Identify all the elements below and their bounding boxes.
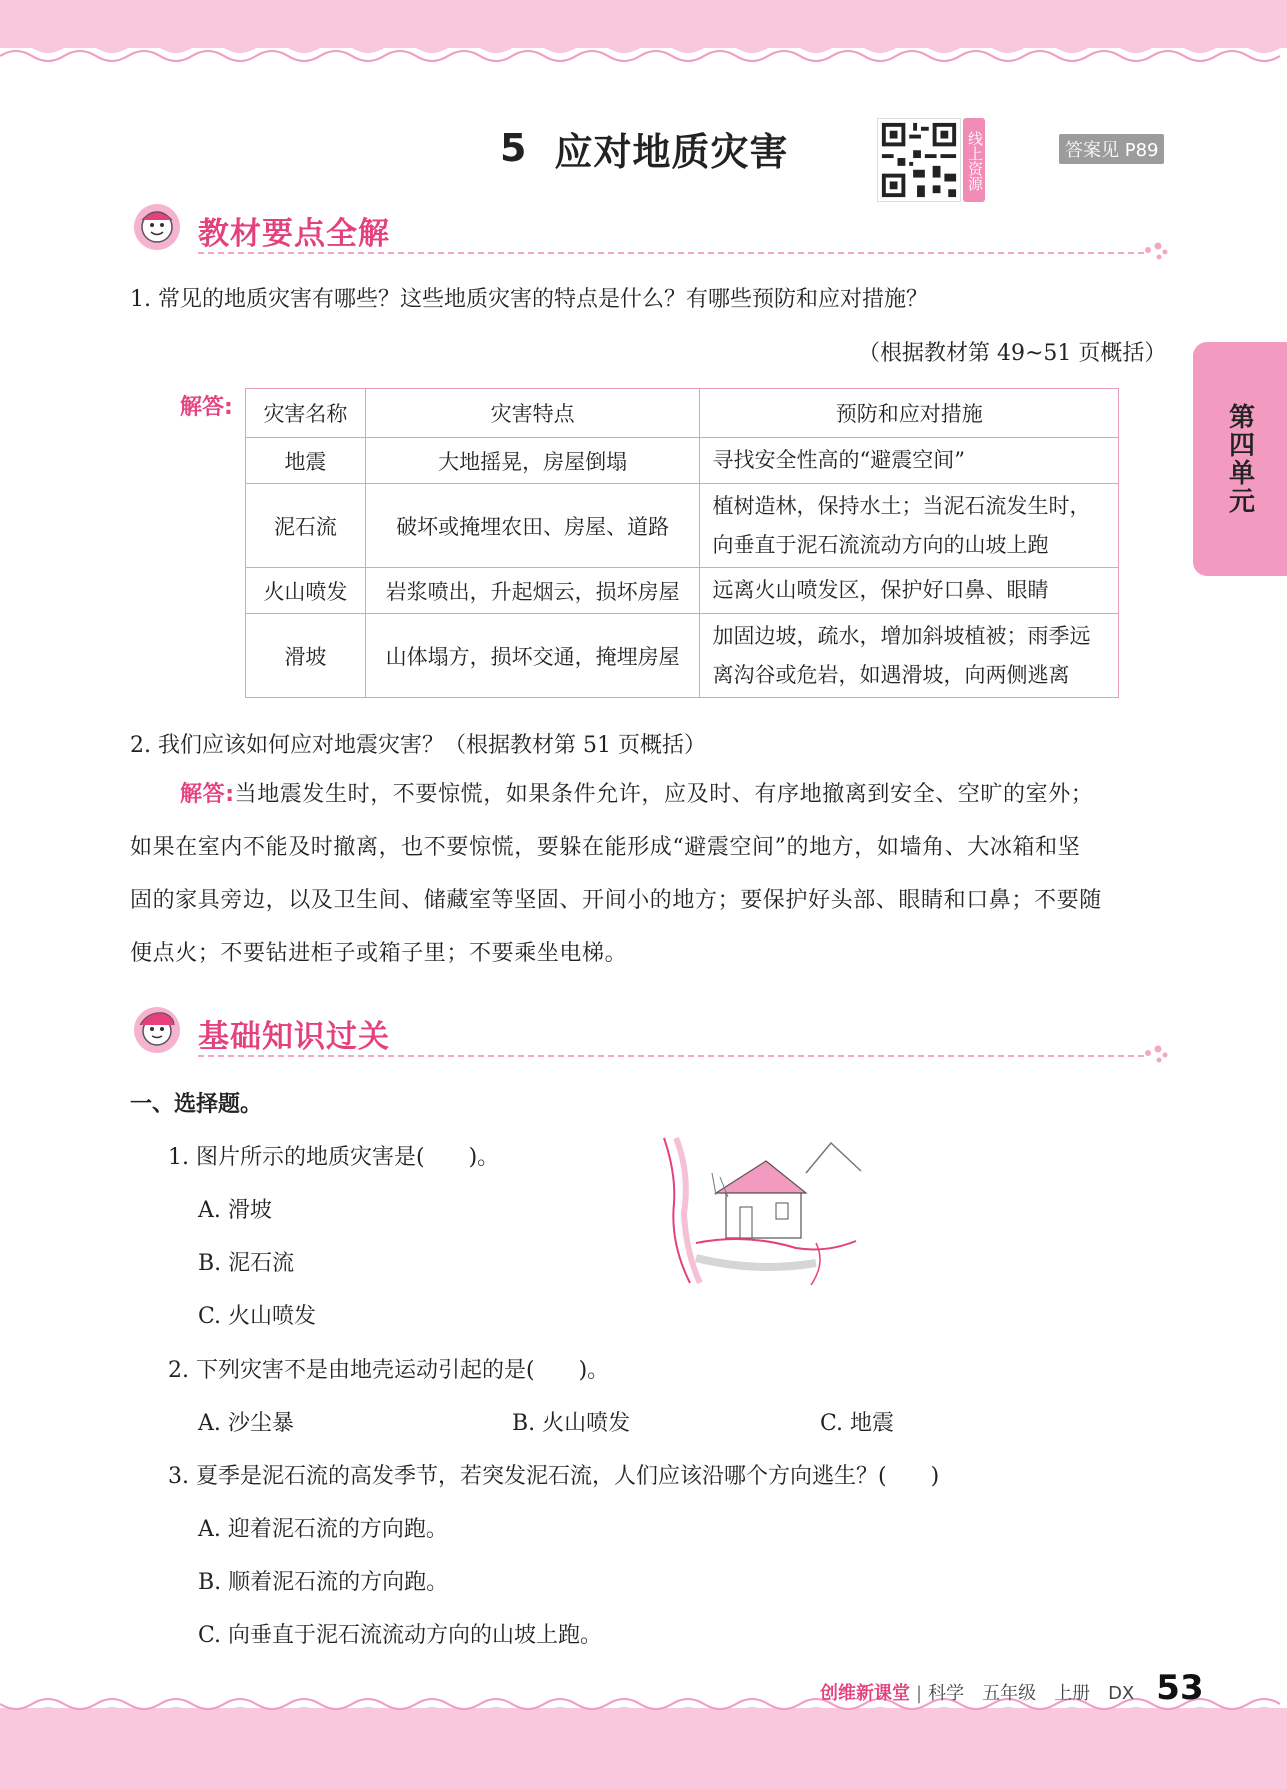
table-header-row [246,389,1119,438]
decorative-dots-icon [1144,1045,1168,1065]
section-divider [198,252,1144,254]
answer-text: 当地震发生时，不要惊慌，如果条件允许，应及时、有序地撤离到安全、空旷的室外； [234,782,1094,807]
disaster-feature: 大地摇晃，房屋倒塌 [365,438,700,484]
top-wave-border [0,38,1287,78]
choice-option[interactable]: C. 向垂直于泥石流流动方向的山坡上跑。 [198,1623,603,1648]
question-2-answer [130,768,1170,980]
disaster-measure [700,438,1119,484]
measure-line: 加固边坡，疏水，增加斜坡植被；雨季远 [712,623,1091,648]
qr-resource[interactable] [877,114,987,204]
question-2-text: 2. 我们应该如何应对地震灾害？（根据教材第 51 页概括） [130,733,706,758]
disaster-measure [700,484,1119,568]
lesson-title-text: 应对地质灾害 [554,129,789,174]
choice-option[interactable]: B. 泥石流 [198,1251,295,1276]
table-row [246,438,1119,484]
table-row [246,614,1119,698]
table-header-cell: 灾害特点 [365,389,700,438]
answer-line: 固的家具旁边，以及卫生间、储藏室等坚固、开间小的地方；要保护好头部、眼睛和口鼻；不要随 [130,888,1102,913]
lesson-number: 5 [500,126,527,170]
section-title: 教材要点全解 [198,216,390,252]
answer-label: 解答: [180,395,233,420]
answer-line: 如果在室内不能及时撤离，也不要惊慌，要躲在能形成“避震空间”的地方，如墙角、大冰箱和坚 [130,835,1081,860]
disaster-name: 滑坡 [246,614,366,698]
question-1-source: （根据教材第 49~51 页概括） [858,341,1167,366]
cartoon-girl-icon [128,1005,186,1055]
cartoon-girl-icon [128,202,186,252]
question-1-text: 1. 常见的地质灾害有哪些？这些地质灾害的特点是什么？有哪些预防和应对措施？ [130,287,928,312]
table-row [246,568,1119,614]
measure-line: 植树造林，保持水土；当泥石流发生时， [712,493,1091,518]
choice-question-stem: 1. 图片所示的地质灾害是( )。 [168,1145,500,1170]
disaster-feature: 破坏或掩埋农田、房屋、道路 [365,484,700,568]
choice-option[interactable]: B. 火山喷发 [512,1411,631,1436]
table-header-cell: 预防和应对措施 [700,389,1119,438]
disaster-feature: 山体塌方，损坏交通，掩埋房屋 [365,614,700,698]
choice-option[interactable]: B. 顺着泥石流的方向跑。 [198,1570,449,1595]
part-title: 一、选择题。 [130,1092,263,1117]
brand-name: 创维新课堂 [820,1683,910,1704]
table-header-cell: 灾害名称 [246,389,366,438]
disaster-measure [700,568,1119,614]
table-row [246,484,1119,568]
choice-question-stem: 3. 夏季是泥石流的高发季节，若突发泥石流，人们应该沿哪个方向逃生？( ) [168,1464,940,1489]
disaster-name: 地震 [246,438,366,484]
disaster-feature: 岩浆喷出，升起烟云，损坏房屋 [365,568,700,614]
lesson-title [500,120,788,176]
measure-line: 向垂直于泥石流流动方向的山坡上跑 [712,532,1049,557]
footer-separator: | [916,1683,923,1704]
choice-option[interactable]: C. 地震 [820,1411,895,1436]
unit-side-tab-label: 第四单元 [1224,403,1255,515]
answer-label: 解答: [180,782,235,807]
section-header-basic-knowledge [128,1005,1168,1059]
book-info: 科学 五年级 上册 DX [928,1683,1135,1704]
measure-line: 寻找安全性高的“避震空间” [712,448,965,472]
page-number: 53 [1156,1668,1204,1708]
choice-question-stem: 2. 下列灾害不是由地壳运动引起的是( )。 [168,1358,610,1383]
unit-side-tab [1193,342,1287,576]
disaster-table [245,388,1119,698]
answer-line [130,768,1170,821]
qr-resource-tag: 线上资源 [963,118,985,202]
choice-option[interactable]: C. 火山喷发 [198,1304,317,1329]
disaster-name: 火山喷发 [246,568,366,614]
measure-line: 远离火山喷发区，保护好口鼻、眼睛 [712,578,1049,602]
disaster-name: 泥石流 [246,484,366,568]
landslide-illustration [656,1133,866,1293]
section-title: 基础知识过关 [198,1019,390,1055]
choice-option[interactable]: A. 滑坡 [198,1198,272,1223]
page-footer [820,1668,1204,1708]
answer-line: 便点火；不要钻进柜子或箱子里；不要乘坐电梯。 [130,941,628,966]
section-divider [198,1055,1144,1057]
answer-reference-badge: 答案见 P89 [1059,134,1164,164]
choice-option[interactable]: A. 沙尘暴 [198,1411,294,1436]
measure-line: 离沟谷或危岩，如遇滑坡，向两侧逃离 [712,662,1070,687]
choice-option[interactable]: A. 迎着泥石流的方向跑。 [198,1517,448,1542]
section-header-textbook-points [128,202,1168,256]
decorative-dots-icon [1144,242,1168,262]
disaster-measure [700,614,1119,698]
qr-code-icon[interactable] [877,118,961,202]
